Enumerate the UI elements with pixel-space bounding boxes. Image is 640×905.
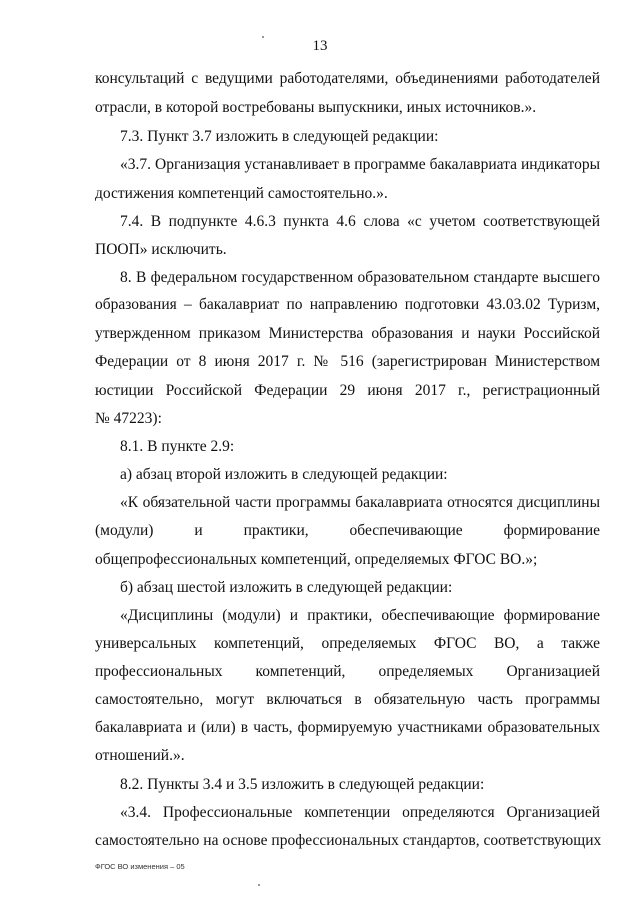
text-line: «Дисциплины (модули) и практики, обеспечивающие формирование <box>120 607 600 624</box>
text-line: 8.1. В пункте 2.9: <box>120 438 235 455</box>
text-line: самостоятельно на основе профессиональных стандартов, соответствующих <box>95 832 602 849</box>
text-line: б) абзац шестой изложить в следующей редакции: <box>120 579 453 596</box>
text-line: самостоятельно, могут включаться в обязательную часть программы <box>95 691 600 708</box>
text-line: профессиональных компетенций, определяемых Организацией <box>95 663 600 680</box>
text-line: «3.4. Профессиональные компетенции определяются Организацией <box>120 804 600 821</box>
text-line: № 47223): <box>95 410 162 427</box>
text-line: утвержденном приказом Министерства образования и науки Российской <box>95 325 600 342</box>
text-line: общепрофессиональных компетенций, определяемых ФГОС ВО.»; <box>95 551 538 568</box>
footer-note: ФГОС ВО изменения – 05 <box>95 862 185 871</box>
text-line: «3.7. Организация устанавливает в программе бакалавриата индикаторы <box>120 156 600 173</box>
text-line: 7.4. В подпункте 4.6.3 пункта 4.6 слова «с учетом соответствующей <box>120 213 600 230</box>
text-line: 8.2. Пункты 3.4 и 3.5 изложить в следующей редакции: <box>120 776 485 793</box>
text-line: универсальных компетенций, определяемых ФГОС ВО, а также <box>95 635 600 652</box>
text-line: образования – бакалавриат по направлению подготовки 43.03.02 Туризм, <box>95 296 600 313</box>
text-line: достижения компетенций самостоятельно.». <box>95 185 388 202</box>
text-line: 8. В федеральном государственном образовательном стандарте высшего <box>120 269 600 286</box>
text-line: «К обязательной части программы бакалавриата относятся дисциплины <box>120 494 600 511</box>
text-line: юстиции Российской Федерации 29 июня 2017 г., регистрационный <box>95 382 600 399</box>
text-line: (модули) и практики, обеспечивающие формирование <box>95 522 600 539</box>
text-line: консультаций с ведущими работодателями, объединениями работодателей <box>95 70 600 87</box>
page-number: 13 <box>312 38 328 54</box>
text-line: а) абзац второй изложить в следующей редакции: <box>120 466 448 483</box>
text-line: Федерации от 8 июня 2017 г. № 516 (зарегистрирован Министерством <box>95 353 600 370</box>
text-line: 7.3. Пункт 3.7 изложить в следующей редакции: <box>120 128 439 145</box>
text-line: отрасли, в которой востребованы выпускники, иных источников.». <box>95 99 537 116</box>
text-line: ПООП» исключить. <box>95 241 227 258</box>
text-line: отношений.». <box>95 747 185 764</box>
scan-speck <box>262 36 264 38</box>
text-line: бакалавриата и (или) в часть, формируемую участниками образовательных <box>95 719 600 736</box>
scan-speck <box>258 884 260 886</box>
